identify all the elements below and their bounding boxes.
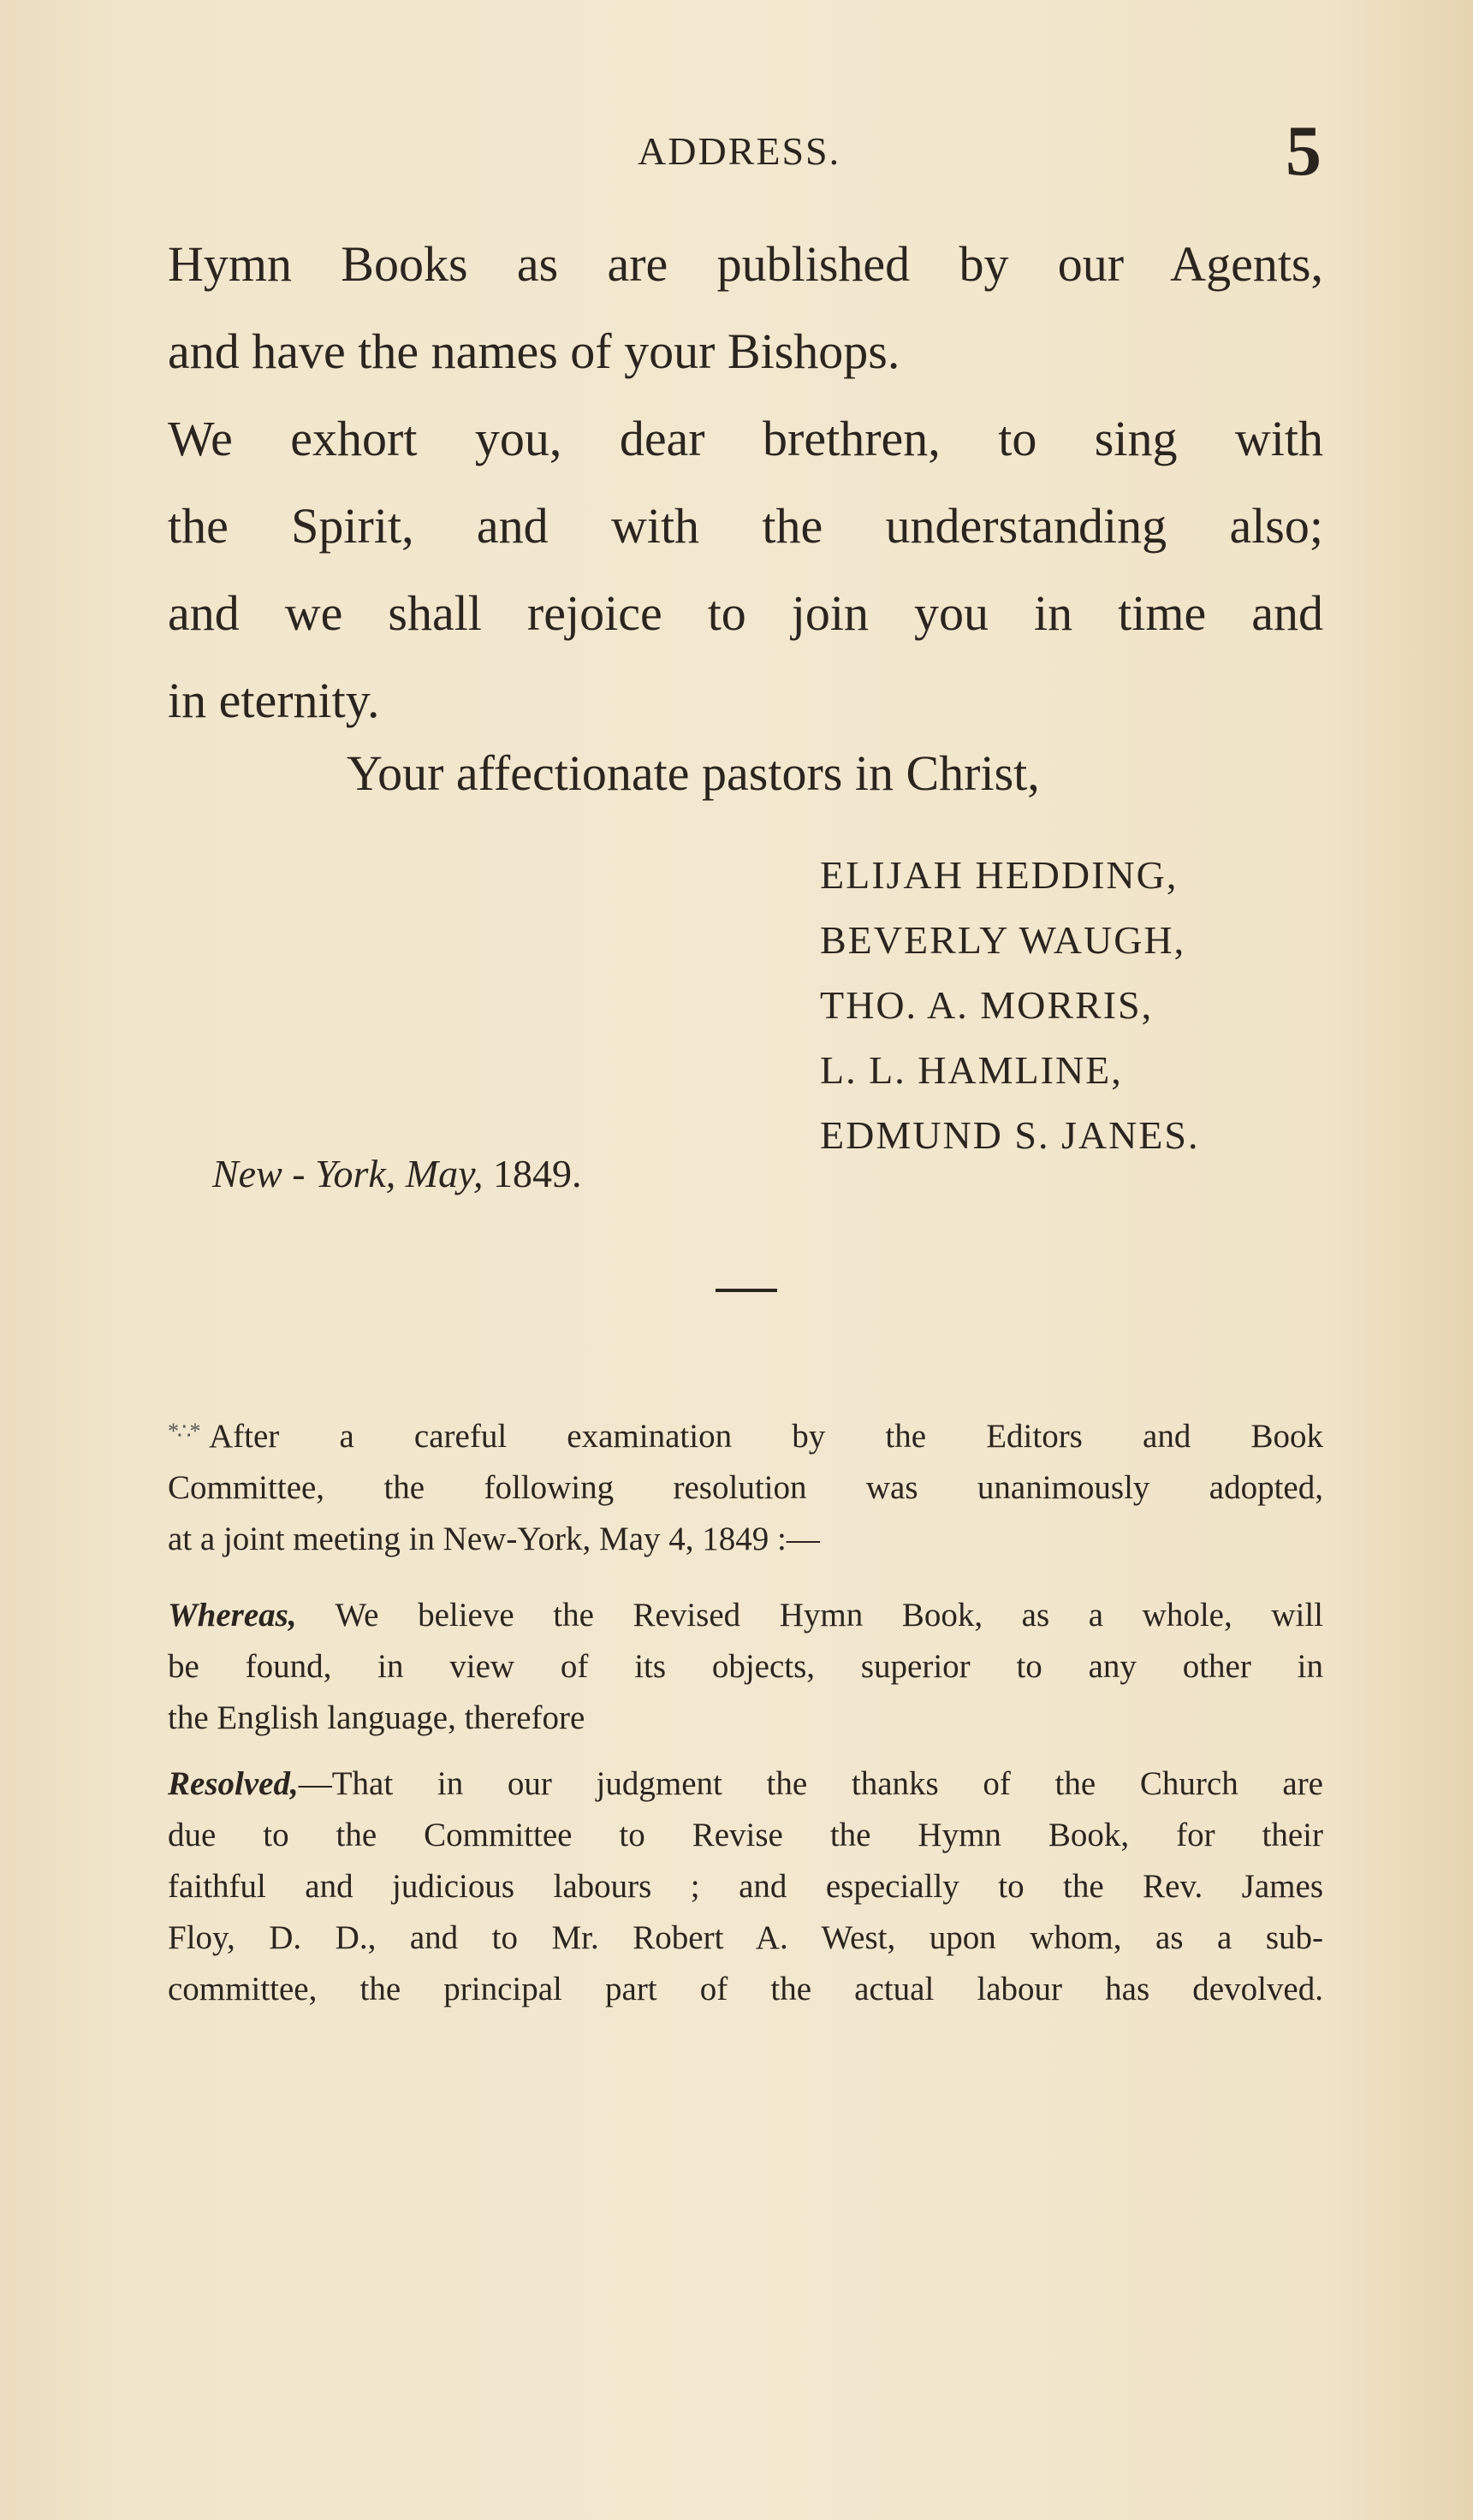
editorial-note [168,1406,1323,1565]
dateline-year: 1849. [492,1152,582,1195]
dateline [212,1151,581,1196]
signature-name: ELIJAH HEDDING, [820,853,1179,897]
body-line: Hymn Books as are published by our Agents, [168,236,1323,292]
note-line: faithful and judicious labours ; and especially to the Rev. James [168,1868,1323,1905]
whereas-clause [168,1590,1323,1744]
resolved-clause [168,1758,1323,2015]
dateline-month: May, [405,1152,484,1195]
note-text: We believe the Revised Hymn Book, as a whole, will [296,1597,1323,1634]
resolved-label: Resolved, [168,1765,299,1802]
signature-block [820,843,1199,1168]
signature-name: L. L. HAMLINE, [820,1048,1123,1092]
body-line: We exhort you, dear brethren, to sing with [168,411,1323,466]
page-number: 5 [1286,111,1322,191]
note-text: After a careful examination by the Editors and Book [209,1418,1323,1455]
closing-salutation: Your affectionate pastors in Christ, [347,745,1040,801]
note-line: due to the Committee to Revise the Hymn Book, for their [168,1817,1323,1853]
note-line [168,1406,1323,1462]
body-line: in eternity. [168,673,380,728]
note-line: committee, the principal part of the actual labour has devolved. [168,1971,1323,2007]
whereas-label: Whereas, [168,1597,297,1634]
note-line [168,1590,1323,1641]
asterism-mark: *∴* [168,1419,199,1444]
signature-name: BEVERLY WAUGH, [820,918,1186,962]
signature-name: EDMUND S. JANES. [820,1113,1200,1157]
note-text: —That in our judgment the thanks of the Church are [298,1765,1323,1802]
note-line: Committee, the following resolution was unanimously adopted, [168,1469,1323,1506]
body-line: the Spirit, and with the understanding also; [168,498,1323,554]
body-line: and have the names of your Bishops. [168,323,900,379]
dateline-place: New - York, [212,1152,396,1195]
address-paragraph [168,221,1323,744]
note-line: be found, in view of its objects, superior to any other in [168,1648,1323,1685]
running-title: ADDRESS. [638,129,841,173]
note-line: at a joint meeting in New-York, May 4, 1849 :— [168,1521,820,1557]
body-line: and we shall rejoice to join you in time and [168,585,1323,641]
signature-name: THO. A. MORRIS, [820,983,1154,1027]
note-line: Floy, D. D., and to Mr. Robert A. West, upon whom, as a sub- [168,1919,1323,1956]
note-line [168,1758,1323,1810]
note-line: the English language, therefore [168,1699,585,1736]
section-divider [716,1289,777,1292]
